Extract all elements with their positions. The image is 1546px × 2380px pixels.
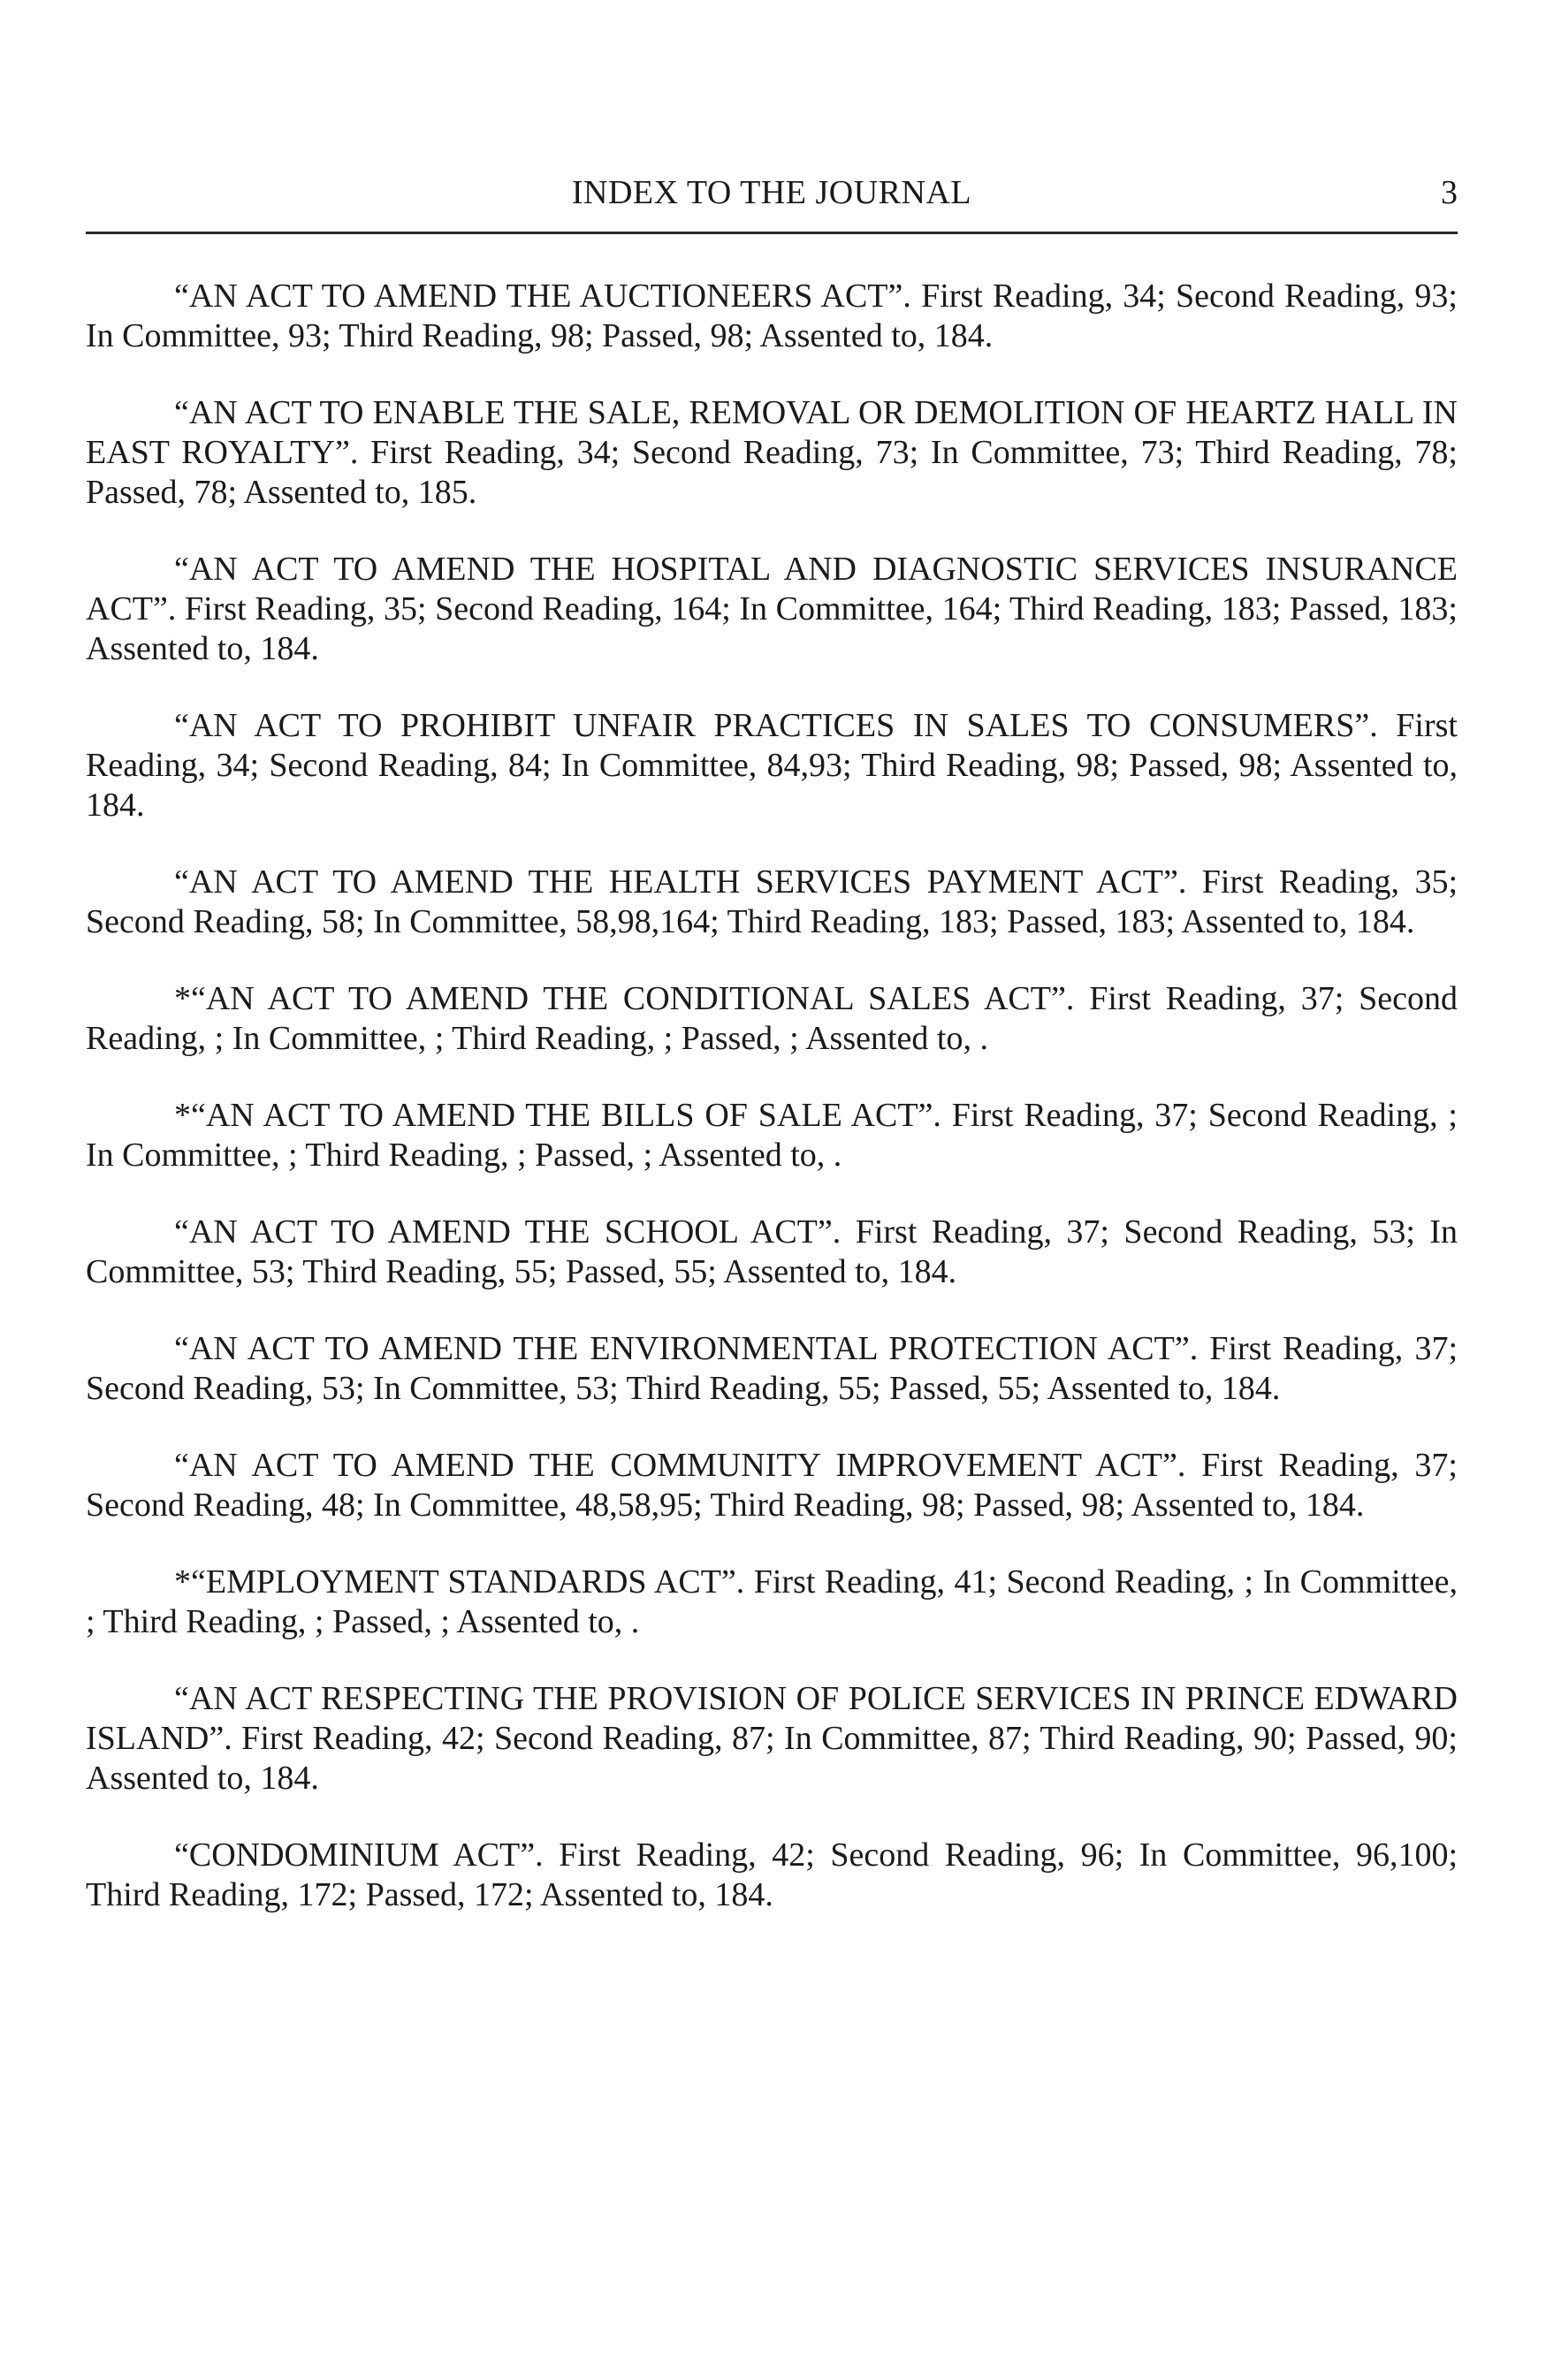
page-header — [86, 173, 1458, 219]
index-entry: “AN ACT TO AMEND THE COMMUNITY IMPROVEMENT ACT”. First Reading, 37; Second Reading, 48; In Committee, 48,58,95; Third Reading, 98; Passed, 98; Assented to, 184. — [86, 1447, 1458, 1524]
index-entry: “AN ACT TO AMEND THE ENVIRONMENTAL PROTECTION ACT”. First Reading, 37; Second Reading, 53; In Committee, 53; Third Reading, 55; Passed, 55; Assented to, 184. — [86, 1330, 1458, 1407]
index-entry: “AN ACT RESPECTING THE PROVISION OF POLICE SERVICES IN PRINCE EDWARD ISLAND”. First Reading, 42; Second Reading, 87; In Committee, 87; Third Reading, 90; Passed, 90; Assented to, 184. — [86, 1680, 1458, 1797]
index-entry: “CONDOMINIUM ACT”. First Reading, 42; Second Reading, 96; In Committee, 96,100; Third Reading, 172; Passed, 172; Assented to, 184. — [86, 1836, 1458, 1913]
page-number: 3 — [1441, 174, 1458, 211]
index-entries — [86, 277, 1458, 1952]
index-entry: “AN ACT TO AMEND THE SCHOOL ACT”. First Reading, 37; Second Reading, 53; In Committee, 53; Third Reading, 55; Passed, 55; Assented to, 184. — [86, 1213, 1458, 1290]
index-entry: *“EMPLOYMENT STANDARDS ACT”. First Reading, 41; Second Reading, ; In Committee, ; Third Reading, ; Passed, ; Assented to, . — [86, 1563, 1458, 1640]
index-entry: *“AN ACT TO AMEND THE CONDITIONAL SALES ACT”. First Reading, 37; Second Reading, ; In Committee, ; Third Reading, ; Passed, ; Assented to, . — [86, 980, 1458, 1057]
index-entry: “AN ACT TO AMEND THE AUCTIONEERS ACT”. First Reading, 34; Second Reading, 93; In Committee, 93; Third Reading, 98; Passed, 98; Assented to, 184. — [86, 278, 1458, 354]
index-entry: “AN ACT TO AMEND THE HEALTH SERVICES PAYMENT ACT”. First Reading, 35; Second Reading, 58; In Committee, 58,98,164; Third Reading, 183; Passed, 183; Assented to, 184. — [86, 863, 1458, 940]
header-rule — [86, 232, 1458, 234]
index-entry: “AN ACT TO PROHIBIT UNFAIR PRACTICES IN SALES TO CONSUMERS”. First Reading, 34; Second Reading, 84; In Committee, 84,93; Third Reading, 98; Passed, 98; Assented to, 184. — [86, 707, 1458, 824]
page-title: INDEX TO THE JOURNAL — [571, 174, 972, 211]
index-entry: *“AN ACT TO AMEND THE BILLS OF SALE ACT”. First Reading, 37; Second Reading, ; In Committee, ; Third Reading, ; Passed, ; Assented to, . — [86, 1097, 1458, 1174]
index-entry: “AN ACT TO ENABLE THE SALE, REMOVAL OR DEMOLITION OF HEARTZ HALL IN EAST ROYALTY”. First Reading, 34; Second Reading, 73; In Committee, 73; Third Reading, 78; Passed, 78; Assented to, 185. — [86, 394, 1458, 511]
index-entry: “AN ACT TO AMEND THE HOSPITAL AND DIAGNOSTIC SERVICES INSURANCE ACT”. First Reading, 35; Second Reading, 164; In Committee, 164; Third Reading, 183; Passed, 183; Assented to, 184. — [86, 551, 1458, 667]
